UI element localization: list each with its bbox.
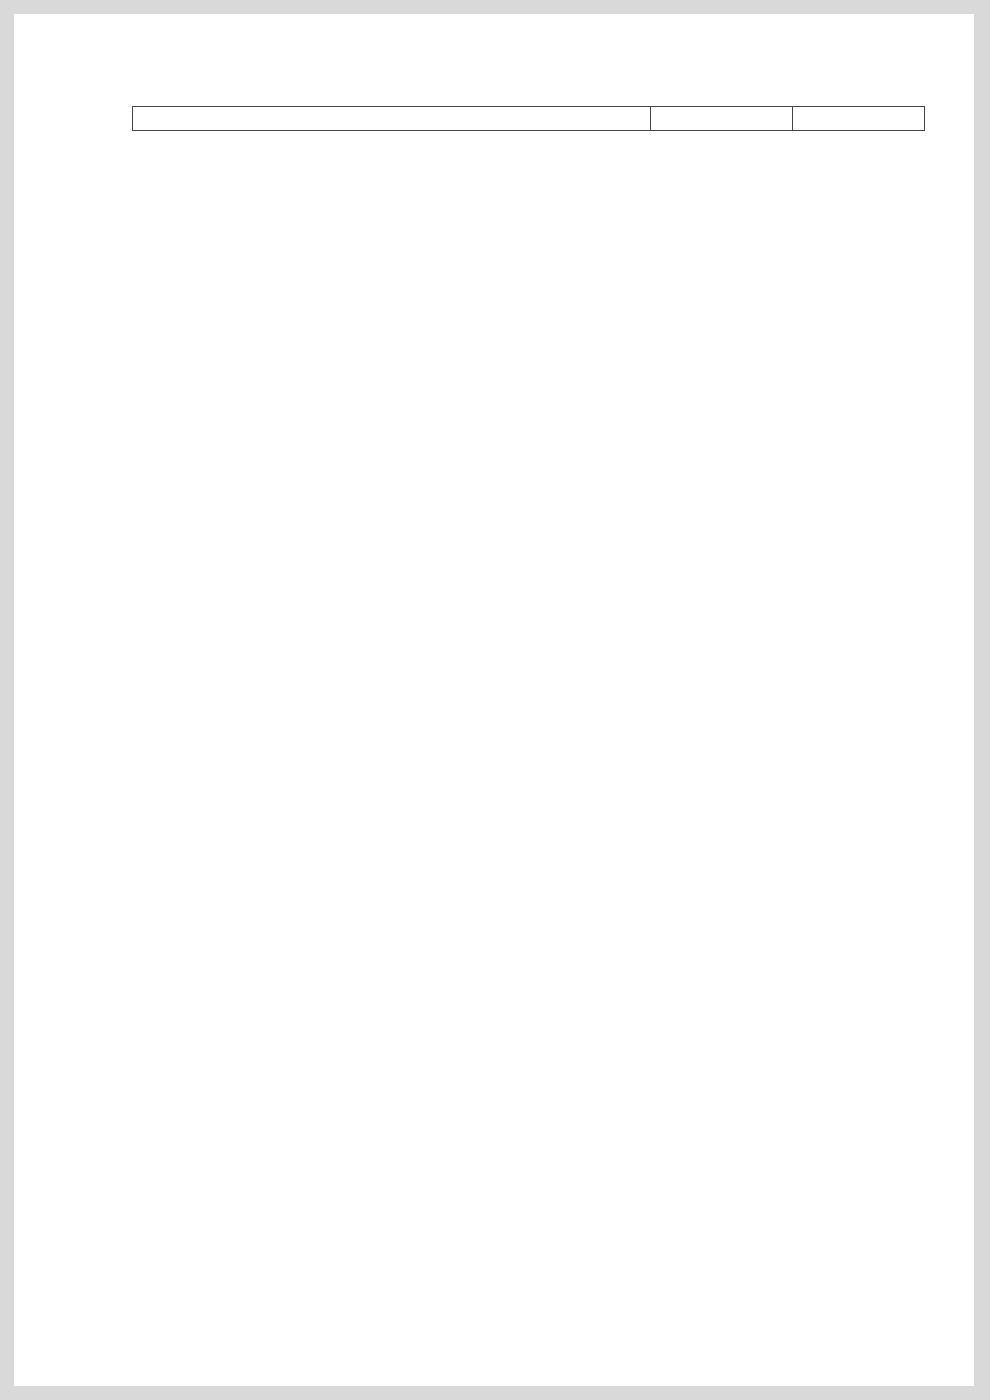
- document-page: [14, 14, 974, 1386]
- total-count: [651, 107, 793, 131]
- total-area: [793, 107, 925, 131]
- total-label: [133, 107, 651, 131]
- total-row: [133, 107, 925, 131]
- table-section-total: [133, 107, 925, 131]
- land-parcel-table: [132, 106, 925, 131]
